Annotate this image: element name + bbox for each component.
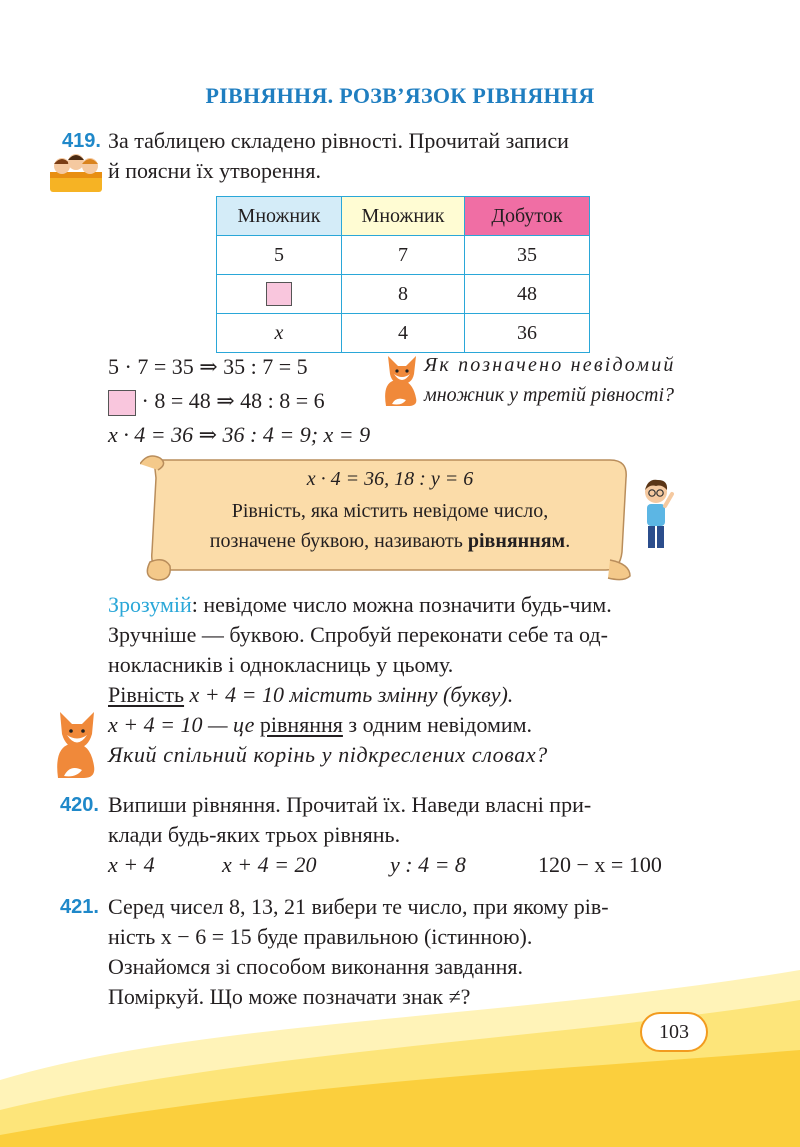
table-cell: 48: [465, 275, 590, 314]
equation-item: x + 4 = 20: [222, 852, 317, 877]
task-421-line4: Поміркуй. Що може позначати знак ≠?: [108, 984, 471, 1009]
table-cell: 36: [465, 314, 590, 353]
rule-equations: x · 4 = 36, 18 : y = 6: [306, 468, 474, 490]
table-cell: 7: [342, 236, 465, 275]
understand-line: Зрозумій: невідоме число можна позначити будь-чим.: [108, 592, 612, 617]
underlined-word-equality: Рівність: [108, 682, 185, 707]
equation-item: x + 4: [108, 852, 155, 877]
multiplication-table: [216, 196, 590, 353]
table-cell: x: [217, 314, 342, 353]
equation-item: 120 − x = 100: [538, 852, 662, 877]
table-header: Добуток: [465, 197, 590, 236]
paragraph-line2: Зручніше — буквою. Спробуй переконати себе та од-: [108, 622, 608, 647]
boy-icon: [636, 478, 676, 552]
table-header: Множник: [217, 197, 342, 236]
table-cell: 4: [342, 314, 465, 353]
table-header: Множник: [342, 197, 465, 236]
equation-item: y : 4 = 8: [390, 852, 466, 877]
unknown-box-icon: [108, 390, 136, 416]
rule-line2: позначене буквою, називають рівнянням.: [209, 530, 571, 552]
equation-1: 5 · 7 = 35 ⇒ 35 : 7 = 5: [108, 354, 308, 379]
term-equation: рівнянням: [467, 530, 566, 552]
paragraph-line6: Який спільний корінь у підкреслених словах?: [108, 742, 548, 767]
table-cell: 5: [217, 236, 342, 275]
task-420-line2: клади будь-яких трьох рівнянь.: [108, 822, 401, 847]
task-419-line1: За таблицею складено рівності. Прочитай записи: [108, 128, 569, 153]
page-number: 103: [640, 1012, 708, 1052]
task-420-line1: Випиши рівняння. Прочитай їх. Наведи власні при-: [108, 792, 592, 817]
task-421-line1: Серед чисел 8, 13, 21 вибери те число, при якому рів-: [108, 894, 609, 919]
rule-line1: Рівність, яка містить невідоме число,: [231, 500, 549, 522]
table-cell: 35: [465, 236, 590, 275]
fox-question-line1: Як позначено невідомий: [424, 354, 676, 376]
table-cell: 8: [342, 275, 465, 314]
fox-icon: [382, 352, 422, 408]
task-number-419: 419.: [62, 130, 101, 152]
page-title: РІВНЯННЯ. РОЗВ’ЯЗОК РІВНЯННЯ: [205, 83, 595, 108]
task-419-line2: й поясни їх утворення.: [108, 158, 321, 183]
children-group-icon: [48, 152, 104, 194]
task-number-420: 420.: [60, 794, 99, 816]
fox-icon: [54, 708, 100, 780]
fox-question-line2: множник у третій рівності?: [424, 384, 675, 406]
table-cell: [217, 275, 342, 314]
paragraph-line3: нокласників і однокласниць у цьому.: [108, 652, 454, 677]
unknown-box-icon: [266, 282, 292, 306]
understand-label: Зрозумій: [108, 592, 192, 617]
task-421-line2: ність x − 6 = 15 буде правильною (істинною).: [108, 924, 533, 949]
equation-2: · 8 = 48 ⇒ 48 : 8 = 6: [108, 386, 325, 416]
task-number-421: 421.: [60, 896, 99, 918]
underlined-word-equation: рівняння: [259, 712, 343, 737]
paragraph-line5: x + 4 = 10 — це рівняння з одним невідомим.: [108, 712, 533, 737]
task-421-line3: Ознайомся зі способом виконання завдання.: [108, 954, 523, 979]
equation-3: x · 4 = 36 ⇒ 36 : 4 = 9; x = 9: [108, 422, 371, 447]
paragraph-line4: Рівність x + 4 = 10 містить змінну (букву).: [108, 682, 514, 707]
